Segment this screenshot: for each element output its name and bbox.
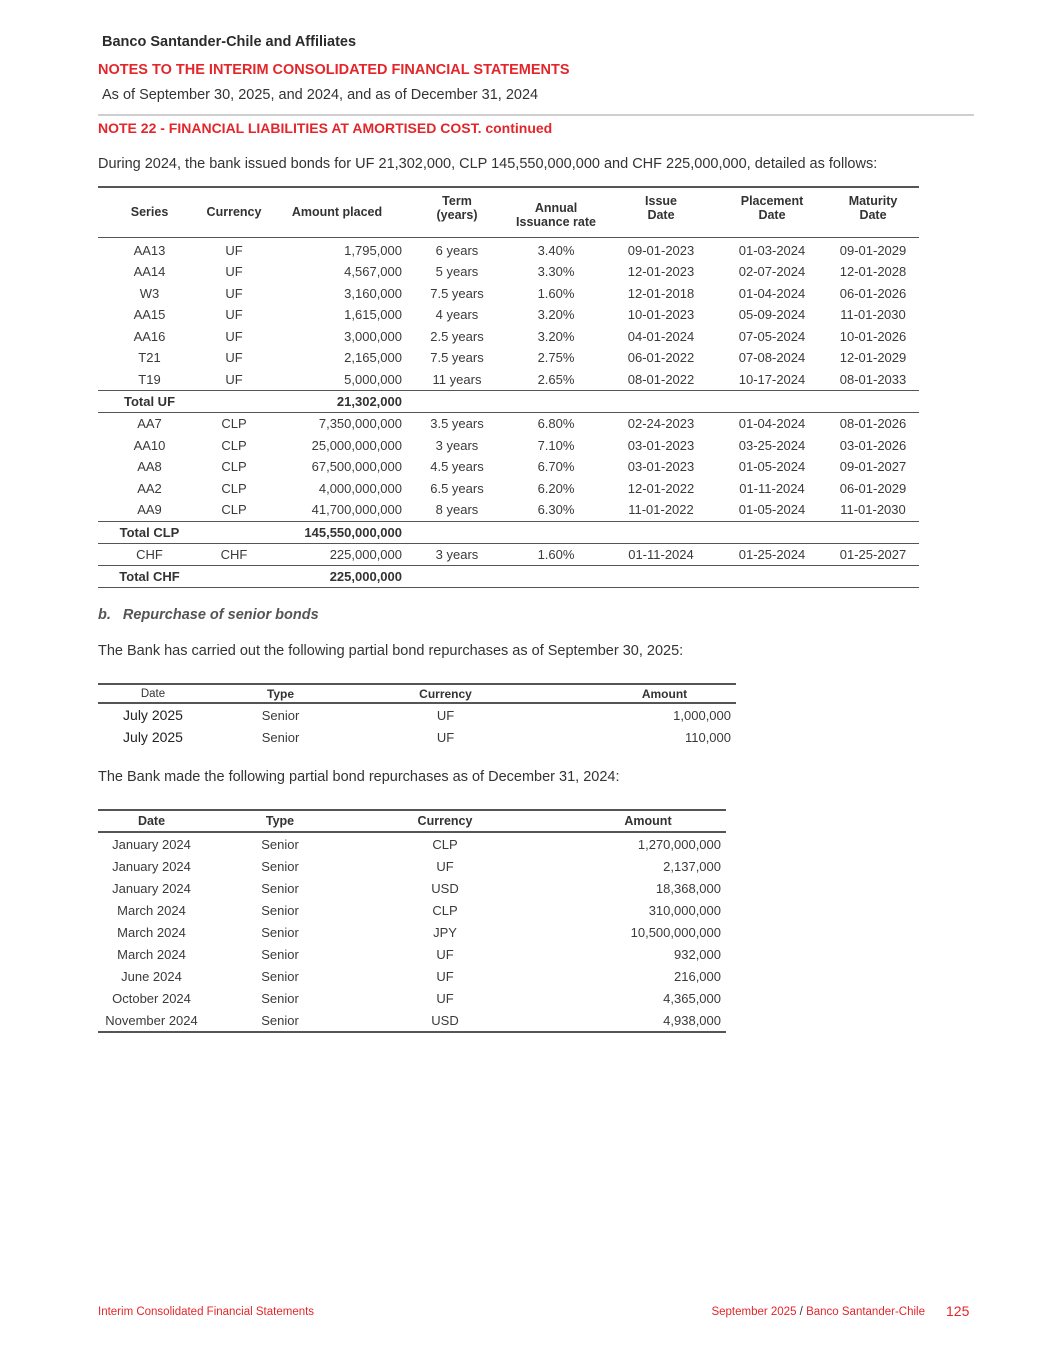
col-issue-line1: Issue [645, 194, 677, 208]
cell-empty [717, 566, 827, 588]
cell-currency: UF [436, 990, 454, 1006]
footer-period [711, 1306, 925, 1318]
cell-series: AA15 [133, 307, 166, 323]
cell-rate: 3.20% [537, 307, 575, 323]
cell-currency: CLP [432, 836, 458, 852]
total-label: Total UF [98, 391, 201, 413]
cell-currency: UF [225, 307, 243, 323]
table-row [98, 413, 919, 435]
cell-type: Senior [261, 729, 300, 745]
cell-type: Senior [261, 858, 299, 874]
total-amount: 225,000,000 [267, 566, 407, 588]
cell-currency: UF [436, 858, 454, 874]
repurchases-2024-table [98, 809, 726, 1033]
cell-issue-date: 04-01-2024 [627, 328, 695, 344]
cell-amount: 1,615,000 [344, 307, 402, 323]
table-row [98, 965, 726, 987]
cell-series: AA7 [98, 413, 201, 435]
table-row [98, 703, 736, 726]
cell-placement-date: 01-04-2024 [717, 413, 827, 435]
cell-currency: UF [436, 707, 455, 723]
cell-placement-date: 01-05-2024 [738, 459, 806, 475]
cell-term: 11 years [432, 371, 482, 387]
total-row [98, 566, 919, 588]
col-rate-line1: Annual [534, 201, 578, 215]
col-placement-date [717, 187, 827, 237]
cell-rate: 1.60% [537, 285, 575, 301]
table-row [98, 261, 919, 283]
table-row [98, 326, 919, 348]
cell-amount: 4,365,000 [663, 990, 721, 1006]
cell-placement-date: 07-08-2024 [738, 350, 806, 366]
cell-currency: USD [431, 880, 459, 896]
cell-currency: CLP [432, 902, 458, 918]
rep2024-col-date: Date [98, 810, 205, 832]
col-rate-line2: Issuance rate [516, 215, 596, 229]
col-rate [507, 187, 605, 237]
cell-rate: 3.40% [537, 242, 575, 258]
cell-currency: UF [225, 328, 243, 344]
cell-date: July 2025 [123, 707, 183, 723]
cell-placement-date: 07-05-2024 [738, 328, 806, 344]
cell-maturity-date: 12-01-2028 [839, 264, 907, 280]
cell-issue-date: 09-01-2023 [627, 242, 695, 258]
cell-amount: 4,938,000 [535, 1009, 726, 1032]
cell-series: AA13 [133, 242, 166, 258]
cell-empty [827, 521, 919, 543]
cell-date: October 2024 [112, 990, 191, 1006]
col-maturity-date [827, 187, 919, 237]
cell-amount: 25,000,000,000 [311, 437, 402, 453]
notes-title: NOTES TO THE INTERIM CONSOLIDATED FINANCIAL STATEMENTS [98, 62, 570, 78]
cell-term: 2.5 years [430, 328, 484, 344]
rep2025-col-type: Type [208, 684, 353, 703]
repurchases-2024-body [98, 832, 726, 1032]
col-term [407, 187, 507, 237]
cell-placement-date: 10-17-2024 [738, 371, 806, 387]
cell-currency: UF [225, 264, 243, 280]
table-row [98, 456, 919, 478]
cell-currency: CLP [221, 437, 247, 453]
total-amount: 21,302,000 [267, 391, 407, 413]
rep2024-col-currency: Currency [355, 810, 535, 832]
table-row [98, 237, 919, 261]
cell-date: January 2024 [112, 858, 191, 874]
cell-maturity-date: 06-01-2029 [839, 480, 907, 496]
cell-empty [717, 391, 827, 413]
footer-document-title: Interim Consolidated Financial Statements [98, 1306, 315, 1318]
cell-currency: UF [436, 968, 454, 984]
cell-amount: 4,000,000,000 [318, 480, 402, 496]
cell-term: 6.5 years [430, 480, 484, 496]
cell-empty [201, 391, 267, 413]
cell-issue-date: 03-01-2023 [627, 437, 695, 453]
bonds-issued-table [98, 186, 919, 588]
cell-issue-date: 08-01-2022 [627, 371, 695, 387]
cell-amount: 5,000,000 [344, 371, 402, 387]
page-number: 125 [946, 1303, 970, 1319]
cell-type: Senior [261, 990, 299, 1006]
table-row [98, 943, 726, 965]
repurchases-2025-body [98, 703, 736, 748]
cell-placement-date: 01-04-2024 [738, 285, 806, 301]
cell-empty [507, 391, 605, 413]
cell-currency: CLP [221, 480, 247, 496]
cell-date: January 2024 [112, 880, 191, 896]
cell-currency: UF [436, 729, 455, 745]
cell-empty [605, 566, 717, 588]
cell-amount: 41,700,000,000 [311, 502, 402, 518]
cell-amount: 7,350,000,000 [267, 413, 407, 435]
table-row [98, 832, 726, 855]
cell-issue-date: 12-01-2023 [627, 264, 695, 280]
cell-currency: CLP [201, 413, 267, 435]
note-title: NOTE 22 - FINANCIAL LIABILITIES AT AMORTISED COST. continued [98, 120, 553, 136]
cell-rate: 6.80% [507, 413, 605, 435]
cell-maturity-date: 06-01-2026 [839, 285, 907, 301]
cell-placement-date: 05-09-2024 [738, 307, 806, 323]
cell-amount: 1,795,000 [344, 242, 402, 258]
cell-amount: 18,368,000 [655, 880, 721, 896]
cell-amount: 932,000 [674, 946, 721, 962]
cell-empty [507, 521, 605, 543]
cell-date: June 2024 [121, 968, 182, 984]
col-maturity-line2: Date [859, 208, 887, 222]
cell-amount: 225,000,000 [329, 546, 402, 562]
cell-maturity-date: 01-25-2027 [839, 546, 907, 562]
cell-amount: 3,000,000 [344, 328, 402, 344]
cell-series: CHF [136, 546, 163, 562]
cell-date: January 2024 [112, 836, 191, 852]
bonds-table-body [98, 237, 919, 588]
cell-amount: 3,160,000 [344, 285, 402, 301]
section-b-heading [98, 607, 319, 623]
cell-series: AA10 [133, 437, 166, 453]
cell-date: November 2024 [98, 1009, 205, 1032]
cell-type: Senior [261, 968, 299, 984]
footer-period-label: September 2025 [711, 1306, 797, 1318]
cell-rate: 6.20% [537, 480, 575, 496]
cell-series: AA2 [137, 480, 162, 496]
cell-type: Senior [261, 880, 299, 896]
cell-currency: UF [225, 350, 243, 366]
col-issue-date [605, 187, 717, 237]
cell-type: Senior [261, 707, 300, 723]
cell-date: March 2024 [117, 946, 186, 962]
cell-term: 3.5 years [407, 413, 507, 435]
cell-series: T21 [138, 350, 161, 366]
cell-currency: CLP [221, 502, 247, 518]
cell-placement-date: 01-11-2024 [739, 480, 805, 496]
cell-term: 8 years [435, 502, 479, 518]
table-row [98, 369, 919, 391]
col-issue-line2: Date [647, 208, 675, 222]
cell-currency: CLP [221, 459, 247, 475]
cell-issue-date: 03-01-2023 [627, 459, 695, 475]
cell-empty [407, 521, 507, 543]
total-amount: 145,550,000,000 [267, 521, 407, 543]
table-row [98, 899, 726, 921]
table-row [98, 435, 919, 457]
section-b-letter: b. [98, 607, 111, 623]
cell-empty [605, 521, 717, 543]
col-maturity-line1: Maturity [848, 194, 898, 208]
cell-maturity-date: 11-01-2030 [840, 307, 906, 323]
cell-maturity-date: 08-01-2033 [839, 371, 907, 387]
table-row [98, 855, 726, 877]
cell-issue-date: 12-01-2022 [627, 480, 695, 496]
cell-series: AA14 [133, 264, 166, 280]
repurchases-2024-intro: The Bank made the following partial bond repurchases as of December 31, 2024: [98, 769, 620, 785]
cell-term: 3 years [435, 437, 479, 453]
cell-term: 7.5 years [430, 285, 484, 301]
cell-empty [605, 391, 717, 413]
cell-type: Senior [261, 924, 299, 940]
cell-amount: 4,567,000 [344, 264, 402, 280]
cell-type: Senior [205, 1009, 355, 1032]
cell-amount: 10,500,000,000 [630, 924, 721, 940]
cell-term: 4.5 years [430, 459, 484, 475]
header-divider [98, 114, 974, 116]
cell-type: Senior [261, 902, 299, 918]
cell-series: AA8 [137, 459, 162, 475]
rep2025-col-date: Date [98, 684, 208, 703]
cell-rate: 2.65% [537, 371, 575, 387]
cell-term: 6 years [435, 242, 479, 258]
col-placement-line2: Date [758, 208, 786, 222]
cell-amount: 216,000 [674, 968, 721, 984]
cell-issue-date: 02-24-2023 [605, 413, 717, 435]
col-currency: Currency [206, 205, 262, 220]
table-row [98, 304, 919, 326]
cell-amount: 67,500,000,000 [311, 459, 402, 475]
repurchases-2025-intro: The Bank has carried out the following partial bond repurchases as of September 30, 2025: [98, 643, 684, 659]
cell-maturity-date: 10-01-2026 [839, 328, 907, 344]
cell-rate: 3.30% [537, 264, 575, 280]
cell-rate: 6.70% [537, 459, 575, 475]
table-row [98, 347, 919, 369]
cell-amount: 2,165,000 [344, 350, 402, 366]
cell-empty [827, 566, 919, 588]
repurchases-2025-table [98, 683, 736, 748]
cell-maturity-date: 09-01-2027 [839, 459, 907, 475]
cell-empty [201, 521, 267, 543]
cell-placement-date: 02-07-2024 [738, 264, 806, 280]
total-label: Total CHF [98, 566, 201, 588]
rep2025-col-amount: Amount [538, 684, 736, 703]
cell-date: March 2024 [117, 902, 186, 918]
footer-company: Banco Santander-Chile [806, 1306, 925, 1318]
cell-currency: UF [225, 285, 243, 301]
cell-issue-date: 11-01-2022 [628, 502, 694, 518]
cell-term: 3 years [435, 546, 479, 562]
cell-empty [407, 566, 507, 588]
section-b-title: Repurchase of senior bonds [122, 607, 319, 623]
table-row [98, 921, 726, 943]
cell-rate: 6.30% [537, 502, 575, 518]
total-label: Total CLP [98, 521, 201, 543]
col-placement-line1: Placement [740, 194, 804, 208]
table-row [98, 726, 736, 748]
cell-rate: 7.10% [537, 437, 575, 453]
table-row [98, 1009, 726, 1032]
cell-date: July 2025 [123, 729, 183, 745]
footer-separator: / [796, 1306, 807, 1318]
cell-currency: CHF [220, 546, 248, 562]
total-row [98, 521, 919, 543]
cell-maturity-date: 11-01-2030 [840, 502, 906, 518]
cell-empty [507, 566, 605, 588]
cell-currency: USD [355, 1009, 535, 1032]
cell-amount: 1,270,000,000 [637, 836, 721, 852]
cell-amount: 1,000,000 [673, 707, 731, 723]
cell-type: Senior [261, 946, 299, 962]
cell-empty [201, 566, 267, 588]
cell-currency: UF [225, 242, 243, 258]
as-of-date: As of September 30, 2025, and 2024, and as of December 31, 2024 [102, 87, 539, 103]
cell-issue-date: 12-01-2018 [627, 285, 695, 301]
cell-type: Senior [261, 836, 299, 852]
table-row [98, 543, 919, 566]
rep2025-col-currency: Currency [353, 684, 538, 703]
cell-amount: 2,137,000 [663, 858, 721, 874]
cell-currency: UF [436, 946, 454, 962]
cell-empty [717, 521, 827, 543]
cell-issue-date: 06-01-2022 [627, 350, 695, 366]
cell-amount: 110,000 [684, 729, 731, 745]
cell-rate: 3.20% [537, 328, 575, 344]
rep2024-col-type: Type [205, 810, 355, 832]
cell-currency: JPY [433, 924, 457, 940]
company-name: Banco Santander-Chile and Affiliates [102, 34, 357, 50]
bonds-table-header [98, 187, 919, 237]
cell-issue-date: 10-01-2023 [627, 307, 695, 323]
table-row [98, 283, 919, 305]
cell-maturity-date: 08-01-2026 [827, 413, 919, 435]
table-row [98, 478, 919, 500]
cell-empty [827, 391, 919, 413]
col-amount-placed: Amount placed [291, 205, 383, 220]
total-row [98, 391, 919, 413]
cell-placement-date: 01-25-2024 [738, 546, 806, 562]
cell-maturity-date: 03-01-2026 [839, 437, 907, 453]
cell-currency: UF [225, 371, 243, 387]
cell-issue-date: 01-11-2024 [628, 546, 694, 562]
cell-term: 5 years [435, 264, 479, 280]
cell-empty [407, 391, 507, 413]
cell-amount: 310,000,000 [648, 902, 721, 918]
cell-date: March 2024 [117, 924, 186, 940]
cell-series: T19 [138, 371, 161, 387]
cell-term: 4 years [435, 307, 479, 323]
cell-rate: 1.60% [537, 546, 575, 562]
cell-placement-date: 01-03-2024 [738, 242, 806, 258]
table-row [98, 987, 726, 1009]
table-row [98, 499, 919, 521]
cell-placement-date: 01-05-2024 [738, 502, 806, 518]
col-term-line1: Term [442, 194, 472, 208]
table-row [98, 877, 726, 899]
cell-maturity-date: 09-01-2029 [839, 242, 907, 258]
cell-series: AA9 [137, 502, 162, 518]
cell-maturity-date: 12-01-2029 [839, 350, 907, 366]
bonds-intro: During 2024, the bank issued bonds for UF 21,302,000, CLP 145,550,000,000 and CHF 225,000,000, detailed as follows: [98, 156, 878, 172]
cell-term: 7.5 years [430, 350, 484, 366]
rep2024-col-amount: Amount [535, 810, 726, 832]
col-series: Series [130, 205, 169, 220]
cell-placement-date: 03-25-2024 [738, 437, 806, 453]
col-term-line2: (years) [436, 208, 478, 222]
cell-rate: 2.75% [537, 350, 575, 366]
cell-series: W3 [139, 285, 160, 301]
cell-series: AA16 [133, 328, 166, 344]
